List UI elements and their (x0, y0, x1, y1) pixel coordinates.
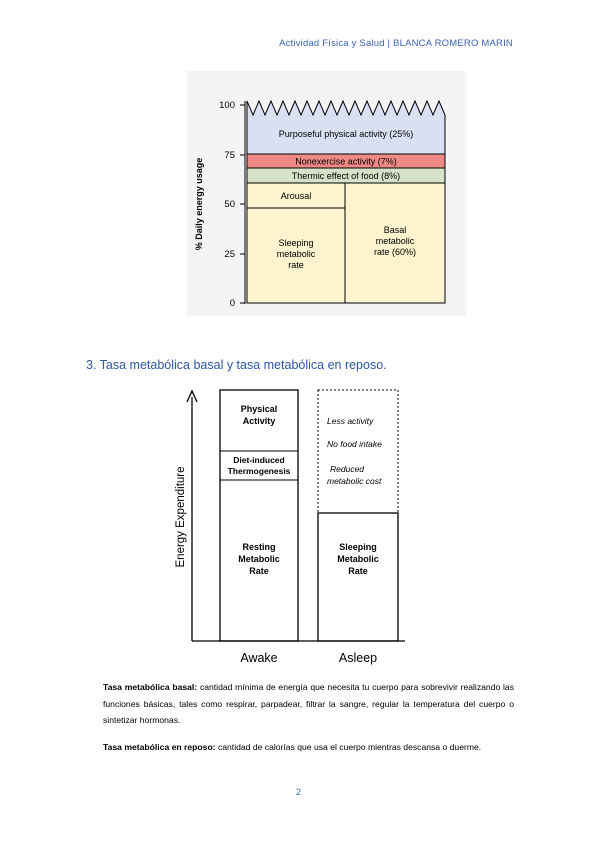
awake-physical-1: Physical (240, 404, 278, 414)
label-basal-1: Basal (383, 225, 407, 235)
ytick-0: 0 (229, 298, 235, 309)
asleep-sleeping-1: Sleeping (339, 542, 377, 552)
paragraph-basal (103, 679, 514, 729)
asleep-sleeping-2: Metabolic (337, 554, 379, 564)
label-sleeping-1: Sleeping (278, 238, 314, 248)
asleep-reduced-region (318, 390, 398, 513)
awake-resting-2: Metabolic (238, 554, 280, 564)
label-thermic: Thermic effect of food (8%) (291, 171, 401, 181)
awake-resting-1: Resting (242, 542, 276, 552)
ytick-25: 25 (224, 249, 235, 260)
asleep-bar (318, 513, 398, 641)
label-basal-2: metabolic (375, 236, 415, 246)
energy-usage-figure (187, 71, 466, 316)
label-sleeping-3: rate (288, 260, 304, 270)
ytick-75: 75 (224, 150, 235, 161)
asleep-note-1: Less activity (327, 416, 374, 426)
x-label-asleep: Asleep (338, 651, 378, 665)
label-purposeful: Purposeful physical activity (25%) (278, 129, 414, 139)
figure2-ylabel: Energy Expenditure (175, 466, 187, 568)
awake-diet-2: Thermogenesis (227, 466, 291, 476)
awake-physical-2: Activity (242, 416, 276, 426)
ytick-100: 100 (219, 100, 235, 111)
term-reposo: Tasa metabólica en reposo: (103, 742, 216, 752)
asleep-note-3: Reduced (330, 464, 365, 474)
page-number: 2 (296, 787, 302, 797)
asleep-note-4: metabolic cost (327, 476, 382, 486)
awake-bar (220, 390, 298, 641)
label-basal-3: rate (60%) (373, 247, 417, 257)
asleep-sleeping-3: Rate (348, 566, 368, 576)
awake-resting-3: Rate (249, 566, 269, 576)
asleep-note-2: No food intake (327, 439, 382, 449)
section-heading: 3. Tasa metabólica basal y tasa metabólica en reposo. (86, 358, 387, 372)
energy-expenditure-figure (170, 385, 410, 670)
page-header: Actividad Física y Salud | BLANCA ROMERO MARIN (279, 38, 513, 49)
definition-basal: cantidad mínima de energía que necesita tu cuerpo para sobrevivir realizando las funciones básicas, tales como respirar, parpadear, filtrar la sangre, regular la temperatura del cuerpo o sintetizar hormonas. (103, 682, 514, 725)
definition-reposo: cantidad de calorías que usa el cuerpo mientras descansa o duerme. (215, 742, 482, 752)
segment-purposeful (247, 101, 445, 154)
label-nonexercise: Nonexercise activity (7%) (295, 156, 397, 167)
paragraph-reposo (103, 739, 514, 756)
segment-basal-area (247, 183, 445, 303)
label-arousal: Arousal (280, 191, 312, 201)
ytick-50: 50 (224, 199, 235, 210)
figure1-ylabel: % Daily energy usage (194, 157, 204, 251)
label-sleeping-2: metabolic (276, 249, 316, 259)
awake-diet-1: Diet-induced (233, 455, 285, 465)
x-label-awake: Awake (240, 651, 278, 665)
term-basal: Tasa metabólica basal: (103, 682, 198, 692)
